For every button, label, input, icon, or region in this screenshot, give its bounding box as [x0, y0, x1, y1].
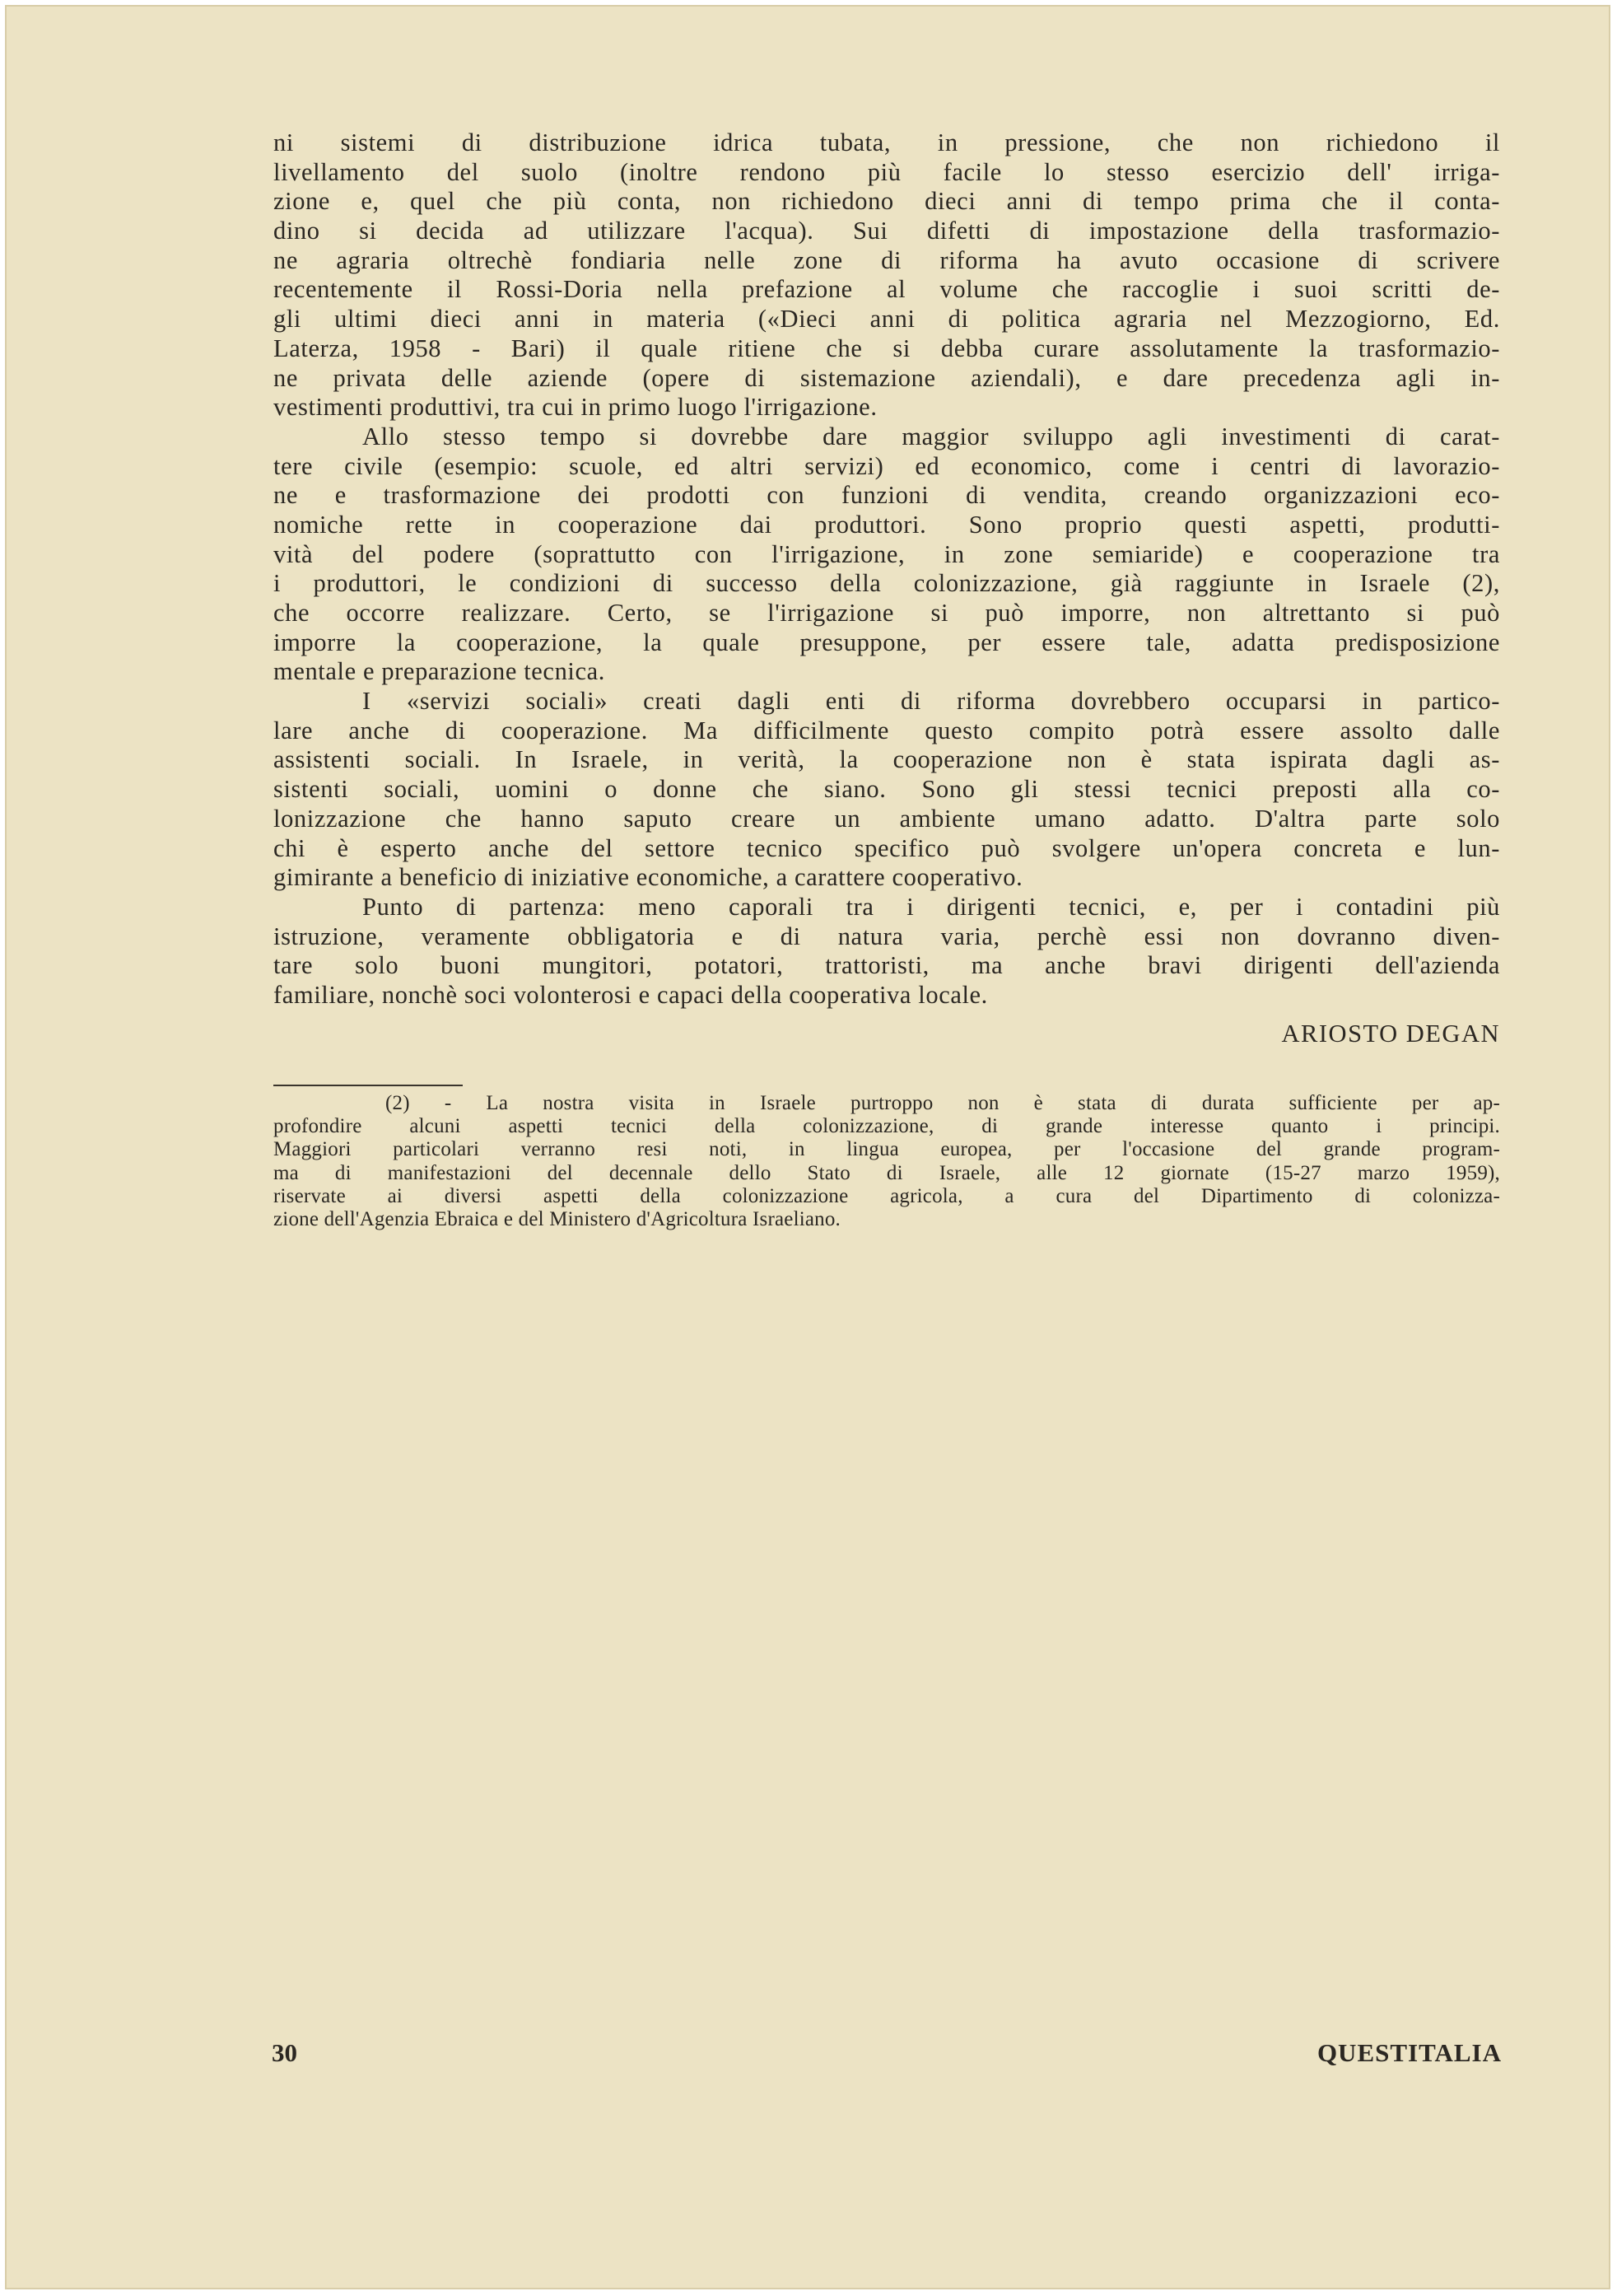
article-body: [273, 128, 1500, 1010]
footnote-line: ma di manifestazioni del decennale dello Stato di Israele, alle 12 giornate (15-27 marzo 1959),: [273, 1161, 1500, 1184]
text-line: che occorre realizzare. Certo, se l'irrigazione si può imporre, non altrettanto si può: [273, 599, 1500, 627]
text-line: ne agraria oltrechè fondiaria nelle zone di riforma ha avuto occasione di scrivere: [273, 245, 1500, 274]
text-line: mentale e preparazione tecnica.: [273, 657, 605, 686]
scanned-page: [5, 5, 1610, 2289]
text-line: lonizzazione che hanno saputo creare un ambiente umano adatto. D'altra parte solo: [273, 804, 1500, 833]
text-line: gli ultimi dieci anni in materia («Dieci anni di politica agraria nel Mezzogiorno, Ed.: [273, 305, 1500, 334]
footnote-line: Maggiori particolari verranno resi noti, in lingua europea, per l'occasione del grande program-: [273, 1138, 1500, 1161]
text-line: gimirante a beneficio di iniziative economiche, a carattere cooperativo.: [273, 863, 1023, 892]
text-line: dino si decida ad utilizzare l'acqua). Sui difetti di impostazione della trasformazio-: [273, 217, 1500, 245]
text-line: nomiche rette in cooperazione dai produttori. Sono proprio questi aspetti, produtti-: [273, 510, 1500, 539]
text-line: ne privata delle aziende (opere di sistemazione aziendali), e dare precedenza agli in-: [273, 363, 1500, 392]
journal-name: QUESTITALIA: [1316, 2038, 1502, 2067]
text-line: ne e trasformazione dei prodotti con funzioni di vendita, creando organizzazioni eco-: [273, 481, 1500, 510]
text-line: imporre la cooperazione, la quale presuppone, per essere tale, adatta predisposizione: [273, 628, 1500, 656]
text-line: sistenti sociali, uomini o donne che siano. Sono gli stessi tecnici preposti alla co-: [273, 775, 1500, 804]
text-line: ni sistemi di distribuzione idrica tubata, in pressione, che non richiedono il: [273, 128, 1500, 156]
text-line: i produttori, le condizioni di successo della colonizzazione, già raggiunte in Israele (2),: [273, 569, 1500, 598]
footnote: [273, 1092, 1500, 1231]
paragraph: [273, 422, 1500, 687]
footnote-line: profondire alcuni aspetti tecnici della colonizzazione, di grande interesse quanto i principi.: [273, 1115, 1500, 1138]
text-line: lare anche di cooperazione. Ma difficilmente questo compito potrà essere assolto dalle: [273, 716, 1500, 744]
author-signature: ARIOSTO DEGAN: [1281, 1020, 1500, 1048]
text-line: assistenti sociali. In Israele, in verità, la cooperazione non è stata ispirata dagli as-: [273, 745, 1500, 774]
text-line: familiare, nonchè soci volonterosi e capaci della cooperativa locale.: [273, 980, 988, 1009]
text-line: livellamento del suolo (inoltre rendono più facile lo stesso esercizio dell' irriga-: [273, 157, 1500, 186]
paragraph: [273, 128, 1500, 422]
text-line: Laterza, 1958 - Bari) il quale ritiene che si debba curare assolutamente la trasformazio-: [273, 334, 1500, 362]
footnote-line: riservate ai diversi aspetti della colonizzazione agricola, a cura del Dipartimento di colonizza-: [273, 1184, 1500, 1207]
paragraph: [273, 687, 1500, 893]
text-line: chi è esperto anche del settore tecnico specifico può svolgere un'opera concreta e lun-: [273, 833, 1500, 862]
text-line: zione e, quel che più conta, non richiedono dieci anni di tempo prima che il conta-: [273, 187, 1500, 216]
text-line: Allo stesso tempo si dovrebbe dare maggior sviluppo agli investimenti di carat-: [362, 422, 1500, 450]
page-number: 30: [272, 2038, 297, 2067]
text-line: vità del podere (soprattutto con l'irrigazione, in zone semiaride) e cooperazione tra: [273, 539, 1500, 568]
paragraph: [273, 893, 1500, 1010]
text-line: I «servizi sociali» creati dagli enti di riforma dovrebbero occuparsi in partico-: [362, 687, 1500, 716]
text-line: recentemente il Rossi-Doria nella prefazione al volume che raccoglie i suoi scritti de-: [273, 275, 1500, 304]
footnote-separator: [273, 1085, 463, 1086]
text-line: istruzione, veramente obbligatoria e di natura varia, perchè essi non dovranno diven-: [273, 922, 1500, 950]
text-line: tare solo buoni mungitori, potatori, trattoristi, ma anche bravi dirigenti dell'azienda: [273, 951, 1500, 980]
text-line: vestimenti produttivi, tra cui in primo luogo l'irrigazione.: [273, 393, 878, 422]
text-line: tere civile (esempio: scuole, ed altri servizi) ed economico, come i centri di lavorazio-: [273, 451, 1500, 480]
footnote-line: (2) - La nostra visita in Israele purtroppo non è stata di durata sufficiente per ap-: [385, 1092, 1500, 1114]
footnote-line: zione dell'Agenzia Ebraica e del Ministero d'Agricoltura Israeliano.: [273, 1207, 841, 1230]
text-line: Punto di partenza: meno caporali tra i dirigenti tecnici, e, per i contadini più: [362, 892, 1500, 921]
